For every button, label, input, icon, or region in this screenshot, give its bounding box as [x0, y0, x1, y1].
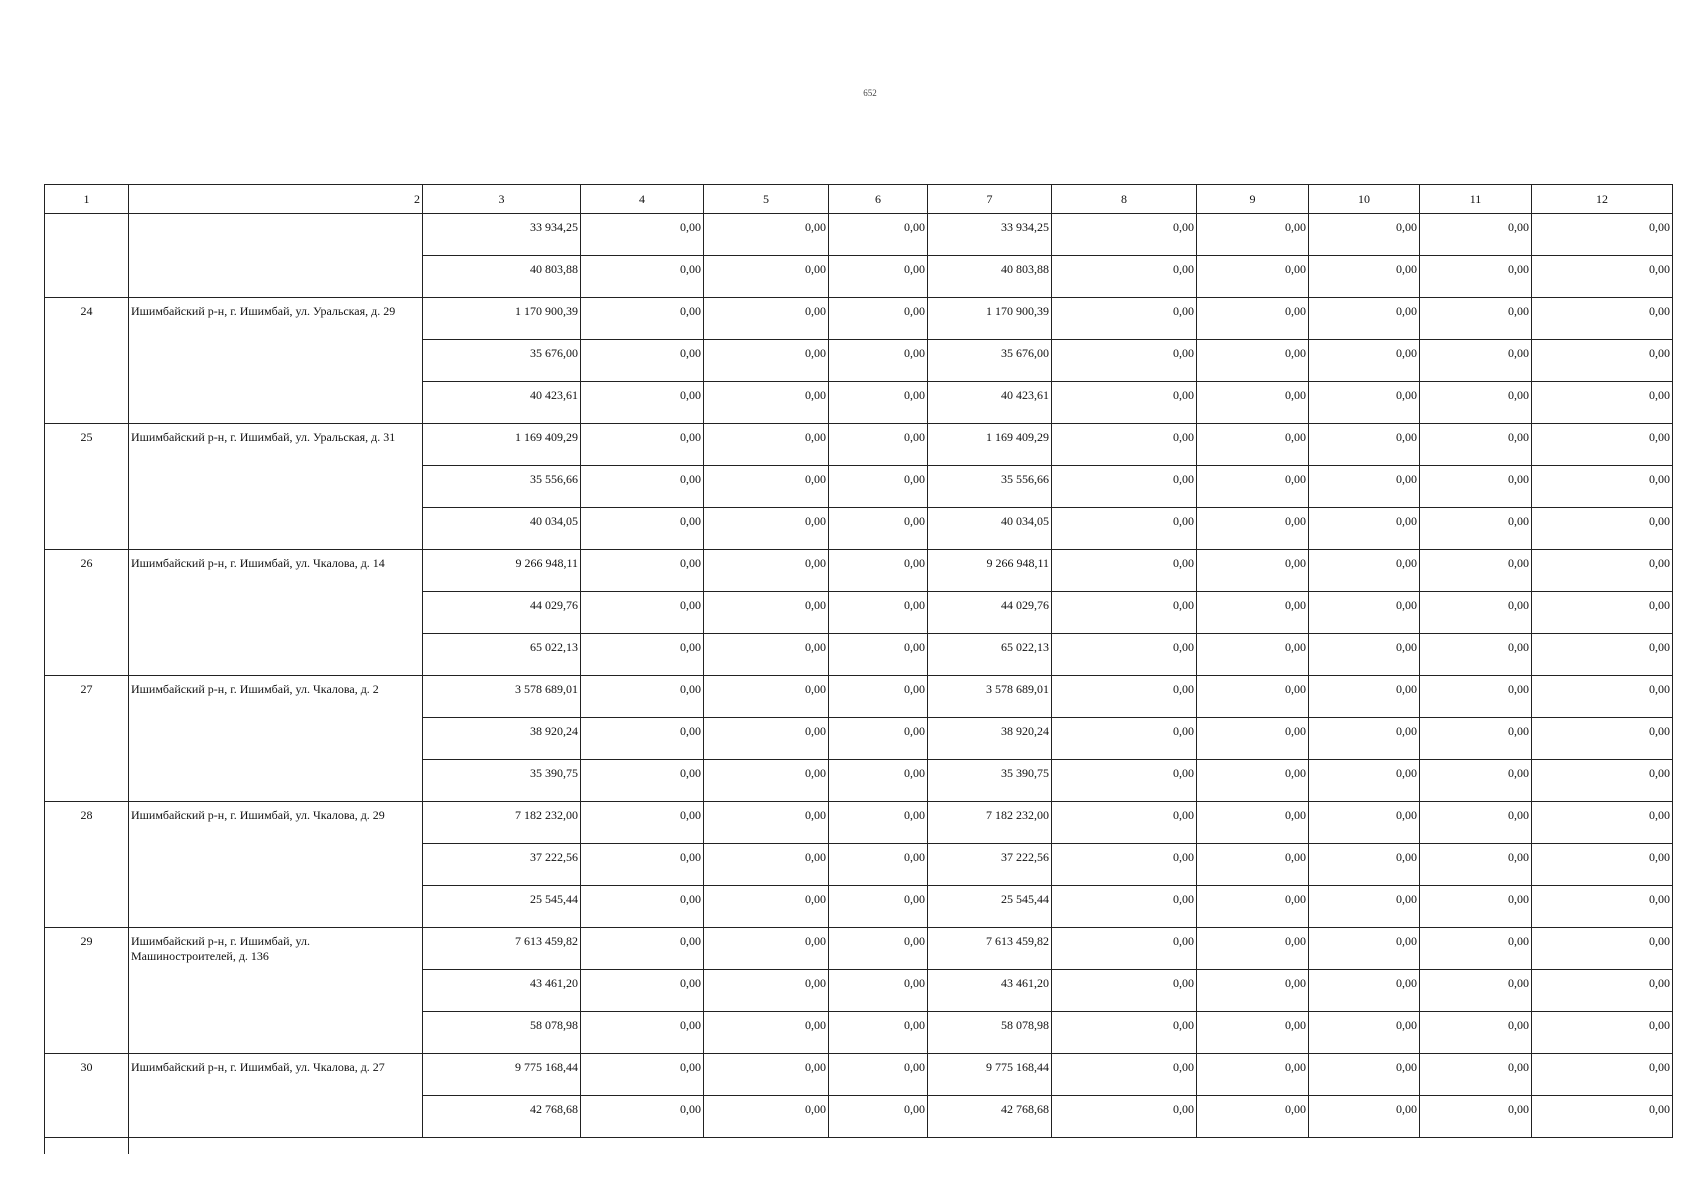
amount-cell: 0,00 — [581, 760, 704, 802]
address-cell: Ишимбайский р-н, г. Ишимбай, ул. Уральская, д. 31 — [129, 424, 423, 550]
amount-cell: 0,00 — [829, 298, 928, 340]
amount-cell: 0,00 — [829, 550, 928, 592]
amount-cell: 0,00 — [1309, 844, 1420, 886]
amount-cell: 25 545,44 — [928, 886, 1052, 928]
amount-cell: 43 461,20 — [423, 970, 581, 1012]
amount-cell: 0,00 — [581, 550, 704, 592]
register-table — [44, 184, 1673, 1154]
amount-cell: 0,00 — [1052, 760, 1197, 802]
amount-cell: 0,00 — [1052, 844, 1197, 886]
amount-cell: 0,00 — [829, 886, 928, 928]
amount-cell: 0,00 — [581, 256, 704, 298]
amount-cell: 0,00 — [829, 340, 928, 382]
amount-cell: 0,00 — [1197, 1054, 1309, 1096]
amount-cell: 0,00 — [1197, 424, 1309, 466]
amount-cell: 0,00 — [1197, 340, 1309, 382]
amount-cell: 0,00 — [1532, 508, 1673, 550]
amount-cell: 0,00 — [1420, 1054, 1532, 1096]
amount-cell: 0,00 — [581, 718, 704, 760]
amount-cell: 0,00 — [829, 844, 928, 886]
amount-cell: 0,00 — [1197, 1096, 1309, 1138]
amount-cell: 0,00 — [1309, 214, 1420, 256]
amount-cell: 40 423,61 — [928, 382, 1052, 424]
amount-cell: 9 775 168,44 — [928, 1054, 1052, 1096]
amount-cell: 1 169 409,29 — [423, 424, 581, 466]
column-header: 11 — [1420, 185, 1532, 214]
amount-cell: 0,00 — [1532, 424, 1673, 466]
amount-cell: 65 022,13 — [928, 634, 1052, 676]
register-body — [45, 214, 1673, 1154]
amount-cell: 0,00 — [1532, 340, 1673, 382]
amount-cell: 0,00 — [1420, 214, 1532, 256]
amount-cell: 0,00 — [829, 466, 928, 508]
amount-cell: 0,00 — [1309, 424, 1420, 466]
amount-cell: 0,00 — [1052, 298, 1197, 340]
amount-cell: 0,00 — [1420, 466, 1532, 508]
amount-cell: 0,00 — [581, 1054, 704, 1096]
amount-cell: 0,00 — [1052, 214, 1197, 256]
amount-cell: 0,00 — [1052, 1012, 1197, 1054]
amount-cell: 0,00 — [1420, 928, 1532, 970]
amount-cell: 0,00 — [829, 802, 928, 844]
row-number-cell: 28 — [45, 802, 129, 928]
table-row — [45, 550, 1673, 592]
address-cell: Ишимбайский р-н, г. Ишимбай, ул. Чкалова, д. 27 — [129, 1054, 423, 1138]
amount-cell: 0,00 — [1309, 466, 1420, 508]
amount-cell: 0,00 — [1197, 676, 1309, 718]
amount-cell: 33 934,25 — [423, 214, 581, 256]
amount-cell: 9 266 948,11 — [423, 550, 581, 592]
amount-cell: 3 578 689,01 — [423, 676, 581, 718]
amount-cell: 0,00 — [1532, 214, 1673, 256]
amount-cell: 0,00 — [829, 508, 928, 550]
amount-cell: 40 803,88 — [928, 256, 1052, 298]
amount-cell: 0,00 — [1309, 970, 1420, 1012]
amount-cell: 0,00 — [1197, 718, 1309, 760]
amount-cell: 0,00 — [1197, 634, 1309, 676]
amount-cell: 0,00 — [1197, 508, 1309, 550]
row-number-cell: 24 — [45, 298, 129, 424]
amount-cell: 0,00 — [581, 970, 704, 1012]
row-number-cell — [45, 214, 129, 298]
amount-cell: 0,00 — [1420, 718, 1532, 760]
amount-cell: 7 613 459,82 — [423, 928, 581, 970]
address-cell: Ишимбайский р-н, г. Ишимбай, ул. Чкалова, д. 14 — [129, 550, 423, 676]
amount-cell: 0,00 — [1052, 928, 1197, 970]
amount-cell: 3 578 689,01 — [928, 676, 1052, 718]
row-number-cell: 25 — [45, 424, 129, 550]
row-number-cell: 29 — [45, 928, 129, 1054]
amount-cell: 0,00 — [1532, 928, 1673, 970]
amount-cell: 0,00 — [704, 676, 829, 718]
amount-cell: 38 920,24 — [928, 718, 1052, 760]
amount-cell: 0,00 — [829, 382, 928, 424]
amount-cell: 35 556,66 — [928, 466, 1052, 508]
amount-cell: 35 676,00 — [928, 340, 1052, 382]
amount-cell: 0,00 — [1197, 844, 1309, 886]
table-row — [45, 424, 1673, 466]
amount-cell: 0,00 — [1309, 256, 1420, 298]
amount-cell: 0,00 — [829, 760, 928, 802]
amount-cell: 0,00 — [1420, 550, 1532, 592]
column-header: 10 — [1309, 185, 1420, 214]
amount-cell: 0,00 — [829, 1054, 928, 1096]
amount-cell: 0,00 — [1052, 970, 1197, 1012]
register-sheet — [44, 184, 1672, 1154]
column-header: 7 — [928, 185, 1052, 214]
amount-cell: 0,00 — [581, 340, 704, 382]
amount-cell: 0,00 — [829, 214, 928, 256]
amount-cell: 0,00 — [704, 424, 829, 466]
amount-cell: 0,00 — [1052, 886, 1197, 928]
amount-cell: 0,00 — [1532, 466, 1673, 508]
amount-cell: 0,00 — [1052, 1054, 1197, 1096]
row-number-cell: 27 — [45, 676, 129, 802]
column-header: 6 — [829, 185, 928, 214]
amount-cell: 0,00 — [581, 928, 704, 970]
amount-cell: 0,00 — [1532, 760, 1673, 802]
amount-cell: 0,00 — [1532, 844, 1673, 886]
amount-cell: 0,00 — [1309, 802, 1420, 844]
amount-cell: 0,00 — [1197, 592, 1309, 634]
amount-cell: 0,00 — [581, 676, 704, 718]
amount-cell: 1 169 409,29 — [928, 424, 1052, 466]
amount-cell: 44 029,76 — [928, 592, 1052, 634]
column-header: 9 — [1197, 185, 1309, 214]
amount-cell: 9 775 168,44 — [423, 1054, 581, 1096]
amount-cell: 0,00 — [1420, 802, 1532, 844]
amount-cell: 0,00 — [1532, 718, 1673, 760]
amount-cell: 0,00 — [1532, 676, 1673, 718]
amount-cell: 0,00 — [1309, 676, 1420, 718]
address-cell: Ишимбайский р-н, г. Ишимбай, ул. Чкалова, д. 29 — [129, 802, 423, 928]
table-row — [45, 676, 1673, 718]
amount-cell: 0,00 — [829, 676, 928, 718]
amount-cell: 0,00 — [581, 298, 704, 340]
amount-cell: 58 078,98 — [928, 1012, 1052, 1054]
amount-cell: 35 390,75 — [928, 760, 1052, 802]
amount-cell: 0,00 — [829, 256, 928, 298]
table-row — [45, 214, 1673, 256]
column-header: 2 — [129, 185, 423, 214]
amount-cell: 0,00 — [1309, 298, 1420, 340]
amount-cell: 0,00 — [829, 424, 928, 466]
amount-cell: 35 390,75 — [423, 760, 581, 802]
amount-cell: 40 423,61 — [423, 382, 581, 424]
amount-cell: 0,00 — [1052, 592, 1197, 634]
amount-cell: 0,00 — [704, 214, 829, 256]
amount-cell: 0,00 — [581, 466, 704, 508]
amount-cell: 0,00 — [1420, 970, 1532, 1012]
amount-cell: 0,00 — [581, 382, 704, 424]
amount-cell: 7 182 232,00 — [423, 802, 581, 844]
column-header: 4 — [581, 185, 704, 214]
amount-cell: 0,00 — [829, 928, 928, 970]
amount-cell: 0,00 — [704, 508, 829, 550]
amount-cell: 0,00 — [829, 634, 928, 676]
amount-cell: 0,00 — [1197, 1012, 1309, 1054]
amount-cell: 0,00 — [1309, 340, 1420, 382]
amount-cell: 0,00 — [1197, 382, 1309, 424]
amount-cell: 0,00 — [581, 508, 704, 550]
amount-cell: 0,00 — [704, 1054, 829, 1096]
amount-cell: 0,00 — [581, 214, 704, 256]
amount-cell: 0,00 — [1197, 760, 1309, 802]
column-header: 5 — [704, 185, 829, 214]
continued-row — [45, 1138, 1673, 1154]
amount-cell: 1 170 900,39 — [423, 298, 581, 340]
table-row — [45, 802, 1673, 844]
amount-cell: 0,00 — [704, 970, 829, 1012]
amount-cell: 0,00 — [581, 844, 704, 886]
row-number-cell: 26 — [45, 550, 129, 676]
amount-cell: 0,00 — [1420, 886, 1532, 928]
amount-cell: 0,00 — [1420, 256, 1532, 298]
amount-cell: 42 768,68 — [423, 1096, 581, 1138]
amount-cell: 35 556,66 — [423, 466, 581, 508]
amount-cell: 44 029,76 — [423, 592, 581, 634]
amount-cell: 0,00 — [1197, 928, 1309, 970]
amount-cell: 0,00 — [1309, 1096, 1420, 1138]
amount-cell: 0,00 — [1197, 298, 1309, 340]
amount-cell: 0,00 — [1532, 1096, 1673, 1138]
amount-cell: 37 222,56 — [928, 844, 1052, 886]
amount-cell: 0,00 — [1052, 508, 1197, 550]
address-cell: Ишимбайский р-н, г. Ишимбай, ул. Уральская, д. 29 — [129, 298, 423, 424]
amount-cell: 0,00 — [1532, 1054, 1673, 1096]
amount-cell: 0,00 — [829, 1012, 928, 1054]
amount-cell: 1 170 900,39 — [928, 298, 1052, 340]
table-row — [45, 928, 1673, 970]
amount-cell: 0,00 — [1420, 844, 1532, 886]
amount-cell: 0,00 — [1052, 1096, 1197, 1138]
amount-cell: 9 266 948,11 — [928, 550, 1052, 592]
empty-cell — [423, 1138, 1673, 1154]
amount-cell: 0,00 — [1532, 592, 1673, 634]
column-number-row — [45, 185, 1673, 214]
column-header: 12 — [1532, 185, 1673, 214]
amount-cell: 0,00 — [1420, 382, 1532, 424]
amount-cell: 0,00 — [829, 970, 928, 1012]
amount-cell: 0,00 — [581, 634, 704, 676]
column-header: 3 — [423, 185, 581, 214]
amount-cell: 0,00 — [1420, 634, 1532, 676]
amount-cell: 0,00 — [1309, 886, 1420, 928]
amount-cell: 0,00 — [1052, 718, 1197, 760]
amount-cell: 58 078,98 — [423, 1012, 581, 1054]
amount-cell: 40 803,88 — [423, 256, 581, 298]
amount-cell: 0,00 — [581, 886, 704, 928]
amount-cell: 0,00 — [704, 886, 829, 928]
amount-cell: 0,00 — [704, 844, 829, 886]
amount-cell: 0,00 — [1197, 466, 1309, 508]
amount-cell: 65 022,13 — [423, 634, 581, 676]
amount-cell: 0,00 — [704, 256, 829, 298]
amount-cell: 0,00 — [1052, 256, 1197, 298]
amount-cell: 0,00 — [1197, 970, 1309, 1012]
amount-cell: 0,00 — [704, 340, 829, 382]
amount-cell: 0,00 — [1420, 508, 1532, 550]
amount-cell: 0,00 — [704, 718, 829, 760]
amount-cell: 0,00 — [1532, 550, 1673, 592]
amount-cell: 0,00 — [1309, 928, 1420, 970]
amount-cell: 0,00 — [1309, 1012, 1420, 1054]
amount-cell: 0,00 — [1197, 256, 1309, 298]
address-cell: Ишимбайский р-н, г. Ишимбай, ул. Машиностроителей, д. 136 — [129, 928, 423, 1054]
column-header: 8 — [1052, 185, 1197, 214]
amount-cell: 0,00 — [829, 718, 928, 760]
amount-cell: 25 545,44 — [423, 886, 581, 928]
amount-cell: 0,00 — [581, 592, 704, 634]
column-header: 1 — [45, 185, 129, 214]
amount-cell: 0,00 — [1052, 340, 1197, 382]
amount-cell: 0,00 — [704, 466, 829, 508]
amount-cell: 0,00 — [1309, 634, 1420, 676]
amount-cell: 7 182 232,00 — [928, 802, 1052, 844]
amount-cell: 7 613 459,82 — [928, 928, 1052, 970]
amount-cell: 0,00 — [1197, 550, 1309, 592]
amount-cell: 40 034,05 — [423, 508, 581, 550]
amount-cell: 0,00 — [1052, 802, 1197, 844]
amount-cell: 0,00 — [1052, 676, 1197, 718]
amount-cell: 0,00 — [1052, 550, 1197, 592]
amount-cell: 0,00 — [1420, 298, 1532, 340]
amount-cell: 0,00 — [1052, 466, 1197, 508]
amount-cell: 0,00 — [1052, 424, 1197, 466]
amount-cell: 0,00 — [581, 1096, 704, 1138]
table-row — [45, 298, 1673, 340]
amount-cell: 0,00 — [704, 1096, 829, 1138]
empty-cell — [129, 1138, 423, 1154]
amount-cell: 0,00 — [704, 928, 829, 970]
amount-cell: 0,00 — [1420, 760, 1532, 802]
amount-cell: 0,00 — [581, 802, 704, 844]
amount-cell: 0,00 — [1309, 508, 1420, 550]
amount-cell: 0,00 — [704, 298, 829, 340]
amount-cell: 40 034,05 — [928, 508, 1052, 550]
empty-cell — [45, 1138, 129, 1154]
amount-cell: 0,00 — [1420, 340, 1532, 382]
amount-cell: 0,00 — [1420, 424, 1532, 466]
amount-cell: 38 920,24 — [423, 718, 581, 760]
page-number: 652 — [863, 88, 877, 98]
amount-cell: 0,00 — [1052, 382, 1197, 424]
amount-cell: 0,00 — [1420, 676, 1532, 718]
amount-cell: 35 676,00 — [423, 340, 581, 382]
amount-cell: 0,00 — [1532, 970, 1673, 1012]
amount-cell: 0,00 — [1532, 382, 1673, 424]
amount-cell: 0,00 — [1309, 550, 1420, 592]
table-row — [45, 1054, 1673, 1096]
amount-cell: 0,00 — [829, 1096, 928, 1138]
amount-cell: 0,00 — [1197, 802, 1309, 844]
amount-cell: 0,00 — [1532, 886, 1673, 928]
amount-cell: 42 768,68 — [928, 1096, 1052, 1138]
amount-cell: 0,00 — [704, 1012, 829, 1054]
amount-cell: 0,00 — [1420, 1096, 1532, 1138]
amount-cell: 0,00 — [1420, 1012, 1532, 1054]
amount-cell: 0,00 — [1309, 592, 1420, 634]
address-cell: Ишимбайский р-н, г. Ишимбай, ул. Чкалова, д. 2 — [129, 676, 423, 802]
row-number-cell: 30 — [45, 1054, 129, 1138]
amount-cell: 37 222,56 — [423, 844, 581, 886]
amount-cell: 0,00 — [1532, 802, 1673, 844]
amount-cell: 0,00 — [1420, 592, 1532, 634]
amount-cell: 33 934,25 — [928, 214, 1052, 256]
amount-cell: 0,00 — [704, 592, 829, 634]
amount-cell: 0,00 — [1197, 214, 1309, 256]
amount-cell: 0,00 — [581, 1012, 704, 1054]
amount-cell: 43 461,20 — [928, 970, 1052, 1012]
amount-cell: 0,00 — [704, 550, 829, 592]
amount-cell: 0,00 — [1309, 718, 1420, 760]
amount-cell: 0,00 — [704, 634, 829, 676]
amount-cell: 0,00 — [1309, 382, 1420, 424]
amount-cell: 0,00 — [704, 802, 829, 844]
amount-cell: 0,00 — [704, 382, 829, 424]
amount-cell: 0,00 — [1052, 634, 1197, 676]
amount-cell: 0,00 — [581, 424, 704, 466]
amount-cell: 0,00 — [1532, 256, 1673, 298]
amount-cell: 0,00 — [1197, 886, 1309, 928]
amount-cell: 0,00 — [1309, 1054, 1420, 1096]
amount-cell: 0,00 — [829, 592, 928, 634]
amount-cell: 0,00 — [1309, 760, 1420, 802]
amount-cell: 0,00 — [1532, 298, 1673, 340]
amount-cell: 0,00 — [1532, 634, 1673, 676]
address-cell — [129, 214, 423, 298]
amount-cell: 0,00 — [1532, 1012, 1673, 1054]
amount-cell: 0,00 — [704, 760, 829, 802]
